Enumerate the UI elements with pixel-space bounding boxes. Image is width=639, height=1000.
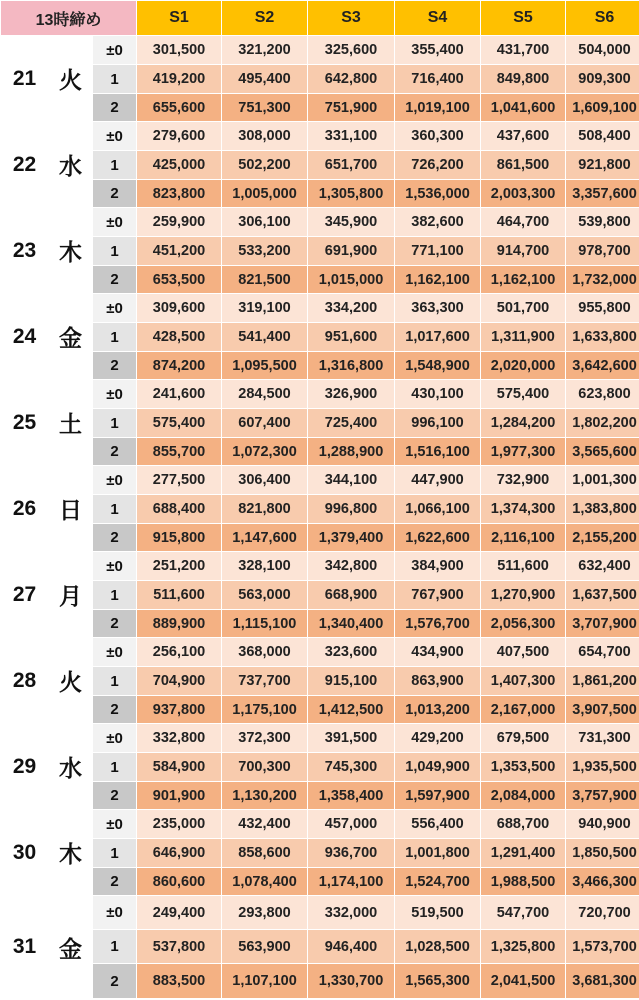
- value-cell-s6: 623,800: [566, 380, 639, 409]
- value-cell-s3: 951,600: [308, 323, 395, 352]
- value-cell-s5: 2,056,300: [481, 610, 566, 638]
- value-cell-s4: 767,900: [395, 581, 481, 610]
- value-cell-s2: 1,147,600: [222, 524, 308, 552]
- value-cell-s4: 519,500: [395, 896, 481, 930]
- level-label: 1: [93, 581, 137, 610]
- value-cell-s2: 1,107,100: [222, 964, 308, 999]
- value-cell-s2: 533,200: [222, 237, 308, 266]
- value-cell-s5: 1,977,300: [481, 438, 566, 466]
- value-cell-s1: 511,600: [137, 581, 222, 610]
- value-cell-s5: 1,407,300: [481, 667, 566, 696]
- level-label: 1: [93, 495, 137, 524]
- level-label: 2: [93, 266, 137, 294]
- value-cell-s3: 332,000: [308, 896, 395, 930]
- day-number: 26: [1, 466, 49, 552]
- value-cell-s3: 391,500: [308, 724, 395, 753]
- value-cell-s6: 504,000: [566, 36, 639, 65]
- value-cell-s3: 751,900: [308, 94, 395, 122]
- value-cell-s3: 745,300: [308, 753, 395, 782]
- value-cell-s1: 259,900: [137, 208, 222, 237]
- value-cell-s2: 541,400: [222, 323, 308, 352]
- value-cell-s5: 575,400: [481, 380, 566, 409]
- value-cell-s4: 1,576,700: [395, 610, 481, 638]
- value-cell-s6: 1,573,700: [566, 930, 639, 964]
- value-cell-s3: 344,100: [308, 466, 395, 495]
- value-cell-s5: 2,116,100: [481, 524, 566, 552]
- value-cell-s1: 451,200: [137, 237, 222, 266]
- value-cell-s2: 306,400: [222, 466, 308, 495]
- value-cell-s4: 1,013,200: [395, 696, 481, 724]
- column-header-s2: S2: [222, 1, 308, 36]
- value-cell-s5: 732,900: [481, 466, 566, 495]
- value-cell-s4: 1,017,600: [395, 323, 481, 352]
- value-cell-s5: 2,020,000: [481, 352, 566, 380]
- value-cell-s6: 3,907,500: [566, 696, 639, 724]
- level-label: ±0: [93, 122, 137, 151]
- day-number: 28: [1, 638, 49, 724]
- table-body: [1, 36, 639, 999]
- value-cell-s3: 668,900: [308, 581, 395, 610]
- value-cell-s1: 584,900: [137, 753, 222, 782]
- table-row: [1, 610, 639, 638]
- column-header-s5: S5: [481, 1, 566, 36]
- value-cell-s5: 2,167,000: [481, 696, 566, 724]
- value-cell-s4: 1,001,800: [395, 839, 481, 868]
- value-cell-s1: 646,900: [137, 839, 222, 868]
- value-cell-s1: 704,900: [137, 667, 222, 696]
- level-label: ±0: [93, 724, 137, 753]
- value-cell-s2: 1,175,100: [222, 696, 308, 724]
- table-row: [1, 667, 639, 696]
- value-cell-s6: 731,300: [566, 724, 639, 753]
- level-label: 2: [93, 782, 137, 810]
- table-row: [1, 810, 639, 839]
- value-cell-s5: 1,325,800: [481, 930, 566, 964]
- table-row: [1, 868, 639, 896]
- value-cell-s1: 901,900: [137, 782, 222, 810]
- value-cell-s1: 860,600: [137, 868, 222, 896]
- value-cell-s6: 1,383,800: [566, 495, 639, 524]
- level-label: 1: [93, 237, 137, 266]
- level-label: ±0: [93, 294, 137, 323]
- value-cell-s4: 863,900: [395, 667, 481, 696]
- value-cell-s5: 501,700: [481, 294, 566, 323]
- value-cell-s5: 688,700: [481, 810, 566, 839]
- level-label: 2: [93, 964, 137, 999]
- value-cell-s1: 655,600: [137, 94, 222, 122]
- value-cell-s2: 1,130,200: [222, 782, 308, 810]
- value-cell-s1: 428,500: [137, 323, 222, 352]
- value-cell-s6: 1,609,100: [566, 94, 639, 122]
- value-cell-s5: 1,041,600: [481, 94, 566, 122]
- value-cell-s3: 1,174,100: [308, 868, 395, 896]
- value-cell-s2: 372,300: [222, 724, 308, 753]
- value-cell-s1: 575,400: [137, 409, 222, 438]
- table-row: [1, 380, 639, 409]
- value-cell-s4: 1,162,100: [395, 266, 481, 294]
- table-row: [1, 323, 639, 352]
- table-row: [1, 409, 639, 438]
- value-cell-s1: 309,600: [137, 294, 222, 323]
- weekday: 金: [49, 896, 93, 999]
- weekday: 木: [49, 810, 93, 896]
- level-label: ±0: [93, 638, 137, 667]
- column-header-s1: S1: [137, 1, 222, 36]
- value-cell-s5: 1,311,900: [481, 323, 566, 352]
- level-label: 1: [93, 839, 137, 868]
- value-cell-s3: 342,800: [308, 552, 395, 581]
- table-row: [1, 438, 639, 466]
- value-cell-s2: 821,800: [222, 495, 308, 524]
- value-cell-s5: 1,284,200: [481, 409, 566, 438]
- value-cell-s6: 3,565,600: [566, 438, 639, 466]
- value-cell-s2: 607,400: [222, 409, 308, 438]
- value-cell-s4: 1,028,500: [395, 930, 481, 964]
- value-cell-s3: 326,900: [308, 380, 395, 409]
- value-cell-s4: 1,622,600: [395, 524, 481, 552]
- level-label: ±0: [93, 552, 137, 581]
- level-label: 2: [93, 696, 137, 724]
- table-row: [1, 930, 639, 964]
- value-cell-s6: 539,800: [566, 208, 639, 237]
- table-row: [1, 36, 639, 65]
- value-cell-s5: 1,291,400: [481, 839, 566, 868]
- column-header-s6: S6: [566, 1, 639, 36]
- table-row: [1, 552, 639, 581]
- value-cell-s3: 946,400: [308, 930, 395, 964]
- table-row: [1, 208, 639, 237]
- value-cell-s3: 651,700: [308, 151, 395, 180]
- level-label: 2: [93, 352, 137, 380]
- value-cell-s4: 360,300: [395, 122, 481, 151]
- column-header-s3: S3: [308, 1, 395, 36]
- value-cell-s2: 563,000: [222, 581, 308, 610]
- column-header-s4: S4: [395, 1, 481, 36]
- value-cell-s2: 495,400: [222, 65, 308, 94]
- weekday: 水: [49, 122, 93, 208]
- value-cell-s2: 1,095,500: [222, 352, 308, 380]
- day-number: 24: [1, 294, 49, 380]
- weekday: 火: [49, 36, 93, 122]
- day-number: 29: [1, 724, 49, 810]
- value-cell-s4: 429,200: [395, 724, 481, 753]
- value-cell-s1: 537,800: [137, 930, 222, 964]
- value-cell-s4: 1,536,000: [395, 180, 481, 208]
- level-label: ±0: [93, 380, 137, 409]
- day-number: 31: [1, 896, 49, 999]
- value-cell-s4: 363,300: [395, 294, 481, 323]
- value-cell-s6: 632,400: [566, 552, 639, 581]
- value-cell-s3: 1,358,400: [308, 782, 395, 810]
- table-row: [1, 466, 639, 495]
- level-label: 2: [93, 94, 137, 122]
- table-row: [1, 151, 639, 180]
- day-number: 30: [1, 810, 49, 896]
- value-cell-s2: 502,200: [222, 151, 308, 180]
- table-row: [1, 839, 639, 868]
- table-row: [1, 753, 639, 782]
- value-cell-s6: 1,732,000: [566, 266, 639, 294]
- value-cell-s4: 1,019,100: [395, 94, 481, 122]
- value-cell-s4: 771,100: [395, 237, 481, 266]
- table-row: [1, 65, 639, 94]
- value-cell-s3: 642,800: [308, 65, 395, 94]
- table-row: [1, 782, 639, 810]
- value-cell-s3: 1,305,800: [308, 180, 395, 208]
- level-label: 1: [93, 151, 137, 180]
- value-cell-s4: 1,516,100: [395, 438, 481, 466]
- value-cell-s6: 1,861,200: [566, 667, 639, 696]
- value-cell-s1: 279,600: [137, 122, 222, 151]
- value-cell-s3: 1,015,000: [308, 266, 395, 294]
- weekday: 火: [49, 638, 93, 724]
- value-cell-s5: 1,353,500: [481, 753, 566, 782]
- value-cell-s4: 1,565,300: [395, 964, 481, 999]
- value-cell-s5: 437,600: [481, 122, 566, 151]
- table-row: [1, 352, 639, 380]
- weekday: 月: [49, 552, 93, 638]
- value-cell-s1: 256,100: [137, 638, 222, 667]
- value-cell-s6: 1,935,500: [566, 753, 639, 782]
- value-cell-s5: 679,500: [481, 724, 566, 753]
- value-cell-s2: 1,005,000: [222, 180, 308, 208]
- value-cell-s3: 331,100: [308, 122, 395, 151]
- table-row: [1, 896, 639, 930]
- value-cell-s1: 241,600: [137, 380, 222, 409]
- value-cell-s6: 1,637,500: [566, 581, 639, 610]
- weekday: 金: [49, 294, 93, 380]
- value-cell-s4: 1,597,900: [395, 782, 481, 810]
- day-number: 27: [1, 552, 49, 638]
- table-row: [1, 964, 639, 999]
- value-cell-s3: 345,900: [308, 208, 395, 237]
- value-cell-s6: 1,633,800: [566, 323, 639, 352]
- value-cell-s1: 855,700: [137, 438, 222, 466]
- value-cell-s1: 419,200: [137, 65, 222, 94]
- value-cell-s5: 547,700: [481, 896, 566, 930]
- level-label: 1: [93, 930, 137, 964]
- weekday: 日: [49, 466, 93, 552]
- header-row: [1, 1, 639, 36]
- value-cell-s2: 1,078,400: [222, 868, 308, 896]
- table-row: [1, 638, 639, 667]
- value-cell-s4: 996,100: [395, 409, 481, 438]
- day-number: 22: [1, 122, 49, 208]
- table-row: [1, 94, 639, 122]
- value-cell-s3: 323,600: [308, 638, 395, 667]
- value-cell-s6: 508,400: [566, 122, 639, 151]
- level-label: 1: [93, 323, 137, 352]
- value-cell-s2: 293,800: [222, 896, 308, 930]
- value-cell-s4: 1,049,900: [395, 753, 481, 782]
- value-cell-s4: 716,400: [395, 65, 481, 94]
- value-cell-s2: 306,100: [222, 208, 308, 237]
- value-cell-s4: 434,900: [395, 638, 481, 667]
- value-cell-s3: 936,700: [308, 839, 395, 868]
- value-cell-s2: 700,300: [222, 753, 308, 782]
- value-cell-s6: 3,707,900: [566, 610, 639, 638]
- level-label: 2: [93, 610, 137, 638]
- weekday: 水: [49, 724, 93, 810]
- value-cell-s1: 235,000: [137, 810, 222, 839]
- value-cell-s2: 1,072,300: [222, 438, 308, 466]
- value-cell-s3: 996,800: [308, 495, 395, 524]
- value-cell-s4: 447,900: [395, 466, 481, 495]
- value-cell-s4: 430,100: [395, 380, 481, 409]
- value-cell-s2: 368,000: [222, 638, 308, 667]
- table-row: [1, 237, 639, 266]
- value-cell-s3: 325,600: [308, 36, 395, 65]
- table-row: [1, 266, 639, 294]
- level-label: ±0: [93, 810, 137, 839]
- value-cell-s2: 284,500: [222, 380, 308, 409]
- value-cell-s3: 915,100: [308, 667, 395, 696]
- value-cell-s1: 823,800: [137, 180, 222, 208]
- value-cell-s3: 334,200: [308, 294, 395, 323]
- value-cell-s1: 425,000: [137, 151, 222, 180]
- level-label: 1: [93, 65, 137, 94]
- level-label: 1: [93, 753, 137, 782]
- value-cell-s3: 1,412,500: [308, 696, 395, 724]
- value-cell-s5: 511,600: [481, 552, 566, 581]
- value-cell-s5: 2,003,300: [481, 180, 566, 208]
- value-cell-s2: 328,100: [222, 552, 308, 581]
- value-cell-s5: 2,084,000: [481, 782, 566, 810]
- value-cell-s4: 1,524,700: [395, 868, 481, 896]
- value-cell-s6: 978,700: [566, 237, 639, 266]
- value-cell-s1: 688,400: [137, 495, 222, 524]
- value-cell-s5: 464,700: [481, 208, 566, 237]
- value-cell-s6: 940,900: [566, 810, 639, 839]
- value-cell-s6: 3,642,600: [566, 352, 639, 380]
- value-cell-s6: 3,357,600: [566, 180, 639, 208]
- table-title: 13時締め: [1, 1, 137, 36]
- day-number: 25: [1, 380, 49, 466]
- value-cell-s2: 737,700: [222, 667, 308, 696]
- value-cell-s4: 726,200: [395, 151, 481, 180]
- value-cell-s4: 382,600: [395, 208, 481, 237]
- value-cell-s6: 654,700: [566, 638, 639, 667]
- table-row: [1, 180, 639, 208]
- level-label: ±0: [93, 896, 137, 930]
- value-cell-s5: 407,500: [481, 638, 566, 667]
- value-cell-s5: 2,041,500: [481, 964, 566, 999]
- value-cell-s6: 3,757,900: [566, 782, 639, 810]
- table-row: [1, 294, 639, 323]
- level-label: 2: [93, 438, 137, 466]
- value-cell-s6: 3,466,300: [566, 868, 639, 896]
- value-cell-s6: 2,155,200: [566, 524, 639, 552]
- level-label: 2: [93, 524, 137, 552]
- value-cell-s1: 277,500: [137, 466, 222, 495]
- value-cell-s3: 1,316,800: [308, 352, 395, 380]
- value-cell-s5: 1,988,500: [481, 868, 566, 896]
- table-row: [1, 581, 639, 610]
- value-cell-s2: 319,100: [222, 294, 308, 323]
- value-cell-s1: 653,500: [137, 266, 222, 294]
- value-cell-s4: 1,066,100: [395, 495, 481, 524]
- value-cell-s1: 249,400: [137, 896, 222, 930]
- day-number: 21: [1, 36, 49, 122]
- value-cell-s1: 332,800: [137, 724, 222, 753]
- level-label: 1: [93, 667, 137, 696]
- value-cell-s1: 874,200: [137, 352, 222, 380]
- value-cell-s6: 1,802,200: [566, 409, 639, 438]
- value-cell-s2: 432,400: [222, 810, 308, 839]
- table-row: [1, 696, 639, 724]
- level-label: ±0: [93, 36, 137, 65]
- value-cell-s5: 431,700: [481, 36, 566, 65]
- value-cell-s2: 1,115,100: [222, 610, 308, 638]
- table-row: [1, 524, 639, 552]
- value-cell-s3: 1,288,900: [308, 438, 395, 466]
- value-cell-s5: 1,162,100: [481, 266, 566, 294]
- value-cell-s6: 3,681,300: [566, 964, 639, 999]
- level-label: 2: [93, 868, 137, 896]
- value-cell-s6: 720,700: [566, 896, 639, 930]
- table-row: [1, 495, 639, 524]
- value-cell-s5: 914,700: [481, 237, 566, 266]
- value-cell-s2: 751,300: [222, 94, 308, 122]
- value-cell-s3: 457,000: [308, 810, 395, 839]
- value-cell-s2: 821,500: [222, 266, 308, 294]
- value-cell-s3: 691,900: [308, 237, 395, 266]
- value-cell-s4: 384,900: [395, 552, 481, 581]
- value-cell-s1: 301,500: [137, 36, 222, 65]
- value-cell-s1: 915,800: [137, 524, 222, 552]
- value-cell-s1: 889,900: [137, 610, 222, 638]
- value-cell-s4: 556,400: [395, 810, 481, 839]
- value-cell-s3: 1,340,400: [308, 610, 395, 638]
- value-cell-s1: 883,500: [137, 964, 222, 999]
- value-cell-s2: 321,200: [222, 36, 308, 65]
- weekday: 土: [49, 380, 93, 466]
- day-number: 23: [1, 208, 49, 294]
- value-cell-s6: 955,800: [566, 294, 639, 323]
- value-cell-s5: 861,500: [481, 151, 566, 180]
- value-cell-s2: 308,000: [222, 122, 308, 151]
- value-cell-s1: 937,800: [137, 696, 222, 724]
- value-cell-s5: 849,800: [481, 65, 566, 94]
- value-cell-s4: 355,400: [395, 36, 481, 65]
- value-cell-s3: 1,379,400: [308, 524, 395, 552]
- level-label: ±0: [93, 466, 137, 495]
- value-cell-s5: 1,374,300: [481, 495, 566, 524]
- level-label: ±0: [93, 208, 137, 237]
- value-cell-s4: 1,548,900: [395, 352, 481, 380]
- table-row: [1, 724, 639, 753]
- value-cell-s1: 251,200: [137, 552, 222, 581]
- value-cell-s6: 1,850,500: [566, 839, 639, 868]
- level-label: 2: [93, 180, 137, 208]
- value-cell-s5: 1,270,900: [481, 581, 566, 610]
- level-label: 1: [93, 409, 137, 438]
- value-cell-s2: 858,600: [222, 839, 308, 868]
- table-row: [1, 122, 639, 151]
- value-cell-s6: 909,300: [566, 65, 639, 94]
- value-cell-s3: 1,330,700: [308, 964, 395, 999]
- value-cell-s2: 563,900: [222, 930, 308, 964]
- value-cell-s3: 725,400: [308, 409, 395, 438]
- value-cell-s6: 921,800: [566, 151, 639, 180]
- value-cell-s6: 1,001,300: [566, 466, 639, 495]
- weekday: 木: [49, 208, 93, 294]
